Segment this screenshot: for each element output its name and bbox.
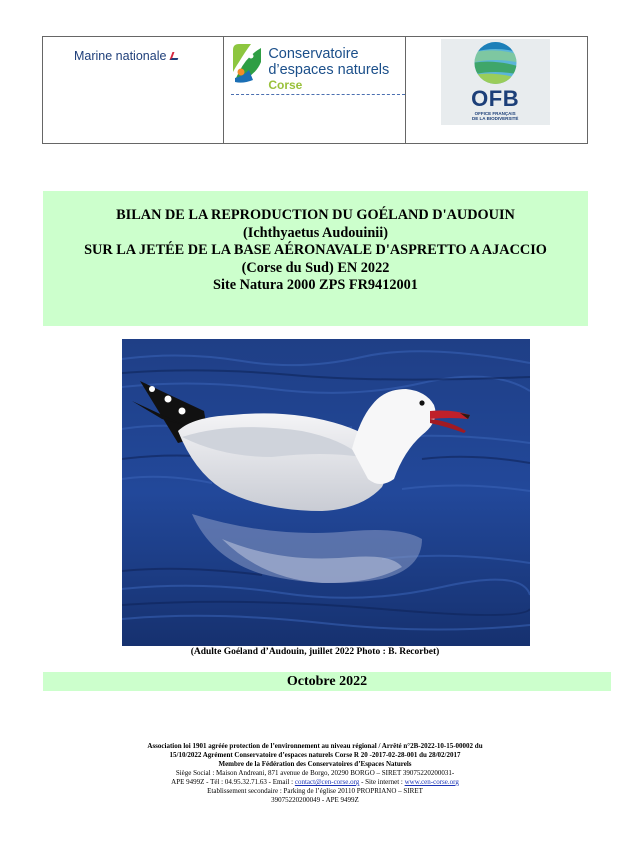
- cen-logo-text: [268, 46, 389, 92]
- footer-line1: Association loi 1901 agréée protection de l’environnement au niveau régional / Arrêté n°2B-2022-10-15-00002 du: [147, 742, 483, 750]
- title-line3: SUR LA JETÉE DE LA BASE AÉRONAVALE D'ASPRETTO A AJACCIO: [84, 242, 547, 258]
- footer-line5-a: APE 9499Z - Tél : 04.95.32.71.63 - Email :: [171, 778, 295, 786]
- report-title-block: [43, 191, 588, 326]
- ofb-sub-line1: OFFICE FRANÇAIS: [474, 111, 516, 116]
- title-line1: BILAN DE LA REPRODUCTION DU GOÉLAND D'AUDOUIN: [116, 207, 515, 223]
- photo-caption: (Adulte Goéland d’Audouin, juillet 2022 Photo : B. Recorbet): [190, 647, 440, 657]
- cen-leaf-icon: [229, 42, 264, 84]
- title-line4: (Corse du Sud) EN 2022: [241, 259, 390, 276]
- ofb-globe-icon: [441, 39, 550, 89]
- footer-line5: [0, 778, 630, 787]
- ofb-title: OFB: [471, 86, 520, 111]
- footer-website-link[interactable]: www.cen-corse.org: [404, 778, 459, 786]
- gull-photo: [122, 339, 530, 646]
- footer-line2: 15/10/2022 Agrément Conservatoire d’espaces naturels Corse R 20 -2017-02-28-001 du 28/02/2017: [169, 751, 461, 759]
- cen-corse-label: Corse: [268, 78, 303, 92]
- logo-cell-marine: [43, 37, 224, 143]
- title-line5: Site Natura 2000 ZPS FR9412001: [213, 277, 418, 293]
- report-date: Octobre 2022: [43, 672, 611, 691]
- logo-cell-cen: [224, 37, 405, 143]
- marine-nationale-logo: [74, 49, 182, 63]
- footer-line7: 39075220200049 - APE 9499Z: [271, 796, 359, 804]
- footer-line4: Siège Social : Maison Andreani, 871 avenue de Borgo, 20290 BORGO – SIRET 39075220200031-: [175, 769, 455, 777]
- cen-dashed-rule: [231, 94, 405, 95]
- cen-corse-logo: [229, 42, 401, 92]
- logo-cell-ofb: [406, 37, 587, 143]
- title-line2: (Ichthyaetus Audouinii): [243, 224, 388, 241]
- footer-email-link[interactable]: contact@cen-corse.org: [294, 778, 360, 786]
- ofb-subtitle: [441, 111, 550, 121]
- footer-line6: Etablissement secondaire : Parking de l’église 20110 PROPRIANO – SIRET: [207, 787, 423, 795]
- cen-line1: Conservatoire: [268, 46, 359, 62]
- footer-legal: [0, 742, 630, 805]
- footer-line5-b: - Site internet :: [359, 778, 405, 786]
- marine-anchor-icon: [170, 51, 182, 61]
- marine-nationale-text: Marine nationale: [74, 49, 167, 63]
- ofb-sub-line2: DE LA BIODIVERSITÉ: [471, 116, 519, 121]
- cen-line2: d’espaces naturels: [268, 62, 390, 78]
- gull-illustration: [122, 339, 530, 646]
- logo-header-table: [42, 36, 588, 144]
- footer-line3: Membre de la Fédération des Conservatoires d’Espaces Naturels: [218, 760, 412, 768]
- ofb-logo: [441, 39, 550, 125]
